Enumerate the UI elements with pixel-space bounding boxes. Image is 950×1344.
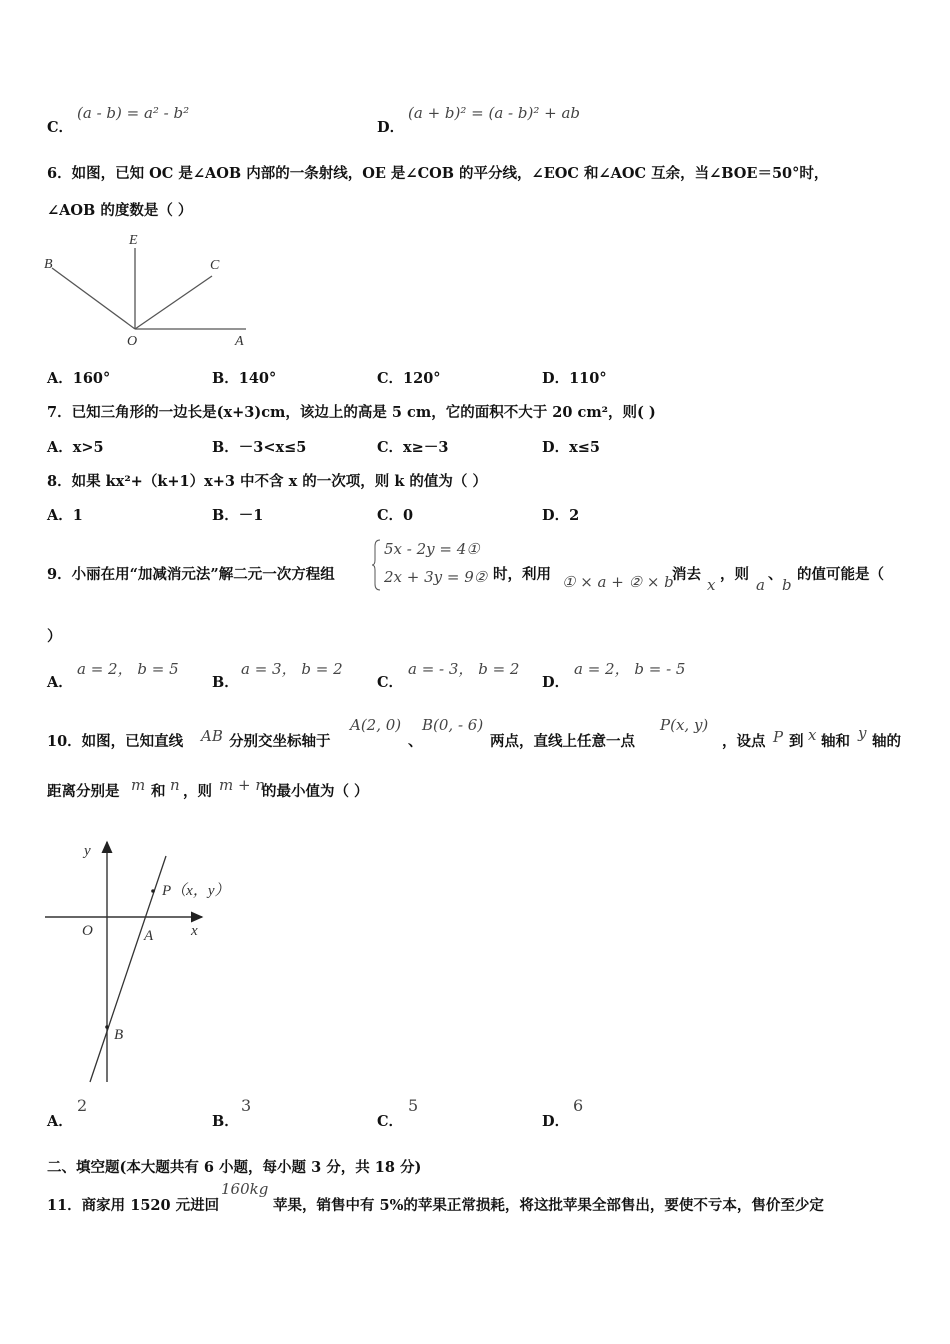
q10-b-point: B(0, - 6) [422,716,484,734]
label-c: C [210,258,220,273]
q9-var-b: b [782,576,792,594]
point-p [151,889,155,893]
q9-suffix: 的值可能是（ [797,566,884,583]
q7-option-b: B．－3<x≤5 [212,439,307,456]
label-o: O [82,923,93,939]
q10-then: ，则 [183,783,212,800]
q9-mid2: 消去 [672,566,701,583]
q9-mid3: ，则 [720,566,749,583]
label-b: B [114,1027,124,1043]
point-b [105,1025,109,1029]
q10-m: m [131,776,146,794]
q10-t7: 轴和 [821,733,850,750]
q8-option-b: B．－1 [212,507,264,524]
label-b: B [44,257,53,272]
q9-option-c-expr: a = - 3， b = 2 [408,660,520,678]
q10-t4: 两点，直线上任意一点 [490,733,635,750]
ray-ob [52,268,135,329]
q8-option-d: D．2 [542,507,580,524]
q5-option-d-expr: (a + b)² = (a - b)² + ab [408,104,580,122]
section-2-title: 二、填空题(本大题共有 6 小题，每小题 3 分，共 18 分) [47,1159,422,1176]
label-x: x [191,923,198,939]
q10-p-point: P(x, y) [660,716,709,734]
q9-var-x: x [707,576,716,594]
q10-p: P [773,728,784,746]
line-ab [90,856,166,1082]
q6-stem-line2: ∠AOB 的度数是（ ） [47,202,193,219]
q9-line2: ） [47,628,62,645]
q10-line2-b: 的最小值为（ ） [262,783,369,800]
q10-x: x [808,726,817,744]
q9-eq1: 5x - 2y = 4① [384,540,480,558]
q7-stem: 7．已知三角形的一边长是(x+3)cm，该边上的高是 5 cm，它的面积不大于 20 cm²，则( ) [47,404,656,421]
label-e: E [129,233,138,248]
q10-option-d-value: 6 [573,1096,584,1115]
q10-t6: 到 [789,733,804,750]
q10-t8: 轴的 [872,733,901,750]
q8-option-a: A．1 [47,507,83,524]
q9-brace [372,538,382,592]
q7-option-d: D．x≤5 [542,439,600,456]
q10-line2-a: 距离分别是 [47,783,120,800]
q10-t1: 10．如图，已知直线 [47,733,184,750]
q9-option-d-expr: a = 2， b = - 5 [574,660,686,678]
q10-mn: m + n [219,776,265,794]
q6-stem-line1: 6．如图，已知 OC 是∠AOB 内部的一条射线，OE 是∠COB 的平分线，∠EOC 和∠AOC 互余，当∠BOE＝50°时， [47,165,829,182]
q5-option-c-expr: (a - b) = a² - b² [77,104,190,122]
q5-option-c-label: C． [47,119,74,136]
q10-and: 和 [151,783,166,800]
label-o: O [127,334,138,349]
q8-option-c: C．0 [377,507,414,524]
q5-option-d-label: D． [377,119,405,136]
q10-option-d-label: D． [542,1113,570,1130]
q9-expr: ① × a + ② × b [562,573,674,591]
q9-var-a: a [756,576,765,594]
q9-eq2: 2x + 3y = 9② [384,568,488,586]
q11-t2: 苹果，销售中有 5%的苹果正常损耗，将这批苹果全部售出，要使不亏本，售价至少定 [273,1197,824,1214]
q10-t2: 分别交坐标轴于 [229,733,331,750]
q10-option-b-value: 3 [241,1096,252,1115]
q9-option-b-expr: a = 3， b = 2 [241,660,343,678]
q10-option-a-value: 2 [77,1096,88,1115]
q6-option-b: B．140° [212,370,277,387]
q10-ab: AB [201,727,223,745]
q9-option-d-label: D． [542,674,570,691]
q10-t3: 、 [408,733,423,750]
q10-coordinate-figure [40,832,260,1084]
q7-option-c: C．x≥－3 [377,439,449,456]
q9-option-c-label: C． [377,674,404,691]
q9-option-b-label: B． [212,674,239,691]
q9-option-a-expr: a = 2， b = 5 [77,660,179,678]
q11-qty: 160kg [221,1180,269,1198]
q10-option-a-label: A． [47,1113,73,1130]
q6-angle-figure [40,228,260,350]
q10-n: n [170,776,180,794]
q10-y: y [858,724,867,742]
label-p: P（x，y） [162,883,230,899]
q9-prefix: 9．小丽在用“加减消元法”解二元一次方程组 [47,566,335,583]
q10-a-point: A(2, 0) [350,716,402,734]
label-a: A [235,334,244,349]
q6-option-a: A．160° [47,370,111,387]
q11-t1: 11．商家用 1520 元进回 [47,1197,220,1214]
q9-mid1: 时，利用 [493,566,551,583]
ray-oc [135,276,212,329]
q9-option-a-label: A． [47,674,73,691]
q10-t5: ，设点 [722,733,766,750]
q10-option-c-value: 5 [408,1096,419,1115]
q6-option-c: C．120° [377,370,441,387]
q7-option-a: A．x>5 [47,439,104,456]
q6-option-d: D．110° [542,370,607,387]
q8-stem: 8．如果 kx²+（k+1）x+3 中不含 x 的一次项，则 k 的值为（ ） [47,473,487,490]
q9-sep: 、 [768,566,783,583]
label-y: y [84,843,91,859]
label-a: A [144,928,154,944]
q10-option-c-label: C． [377,1113,404,1130]
q10-option-b-label: B． [212,1113,239,1130]
